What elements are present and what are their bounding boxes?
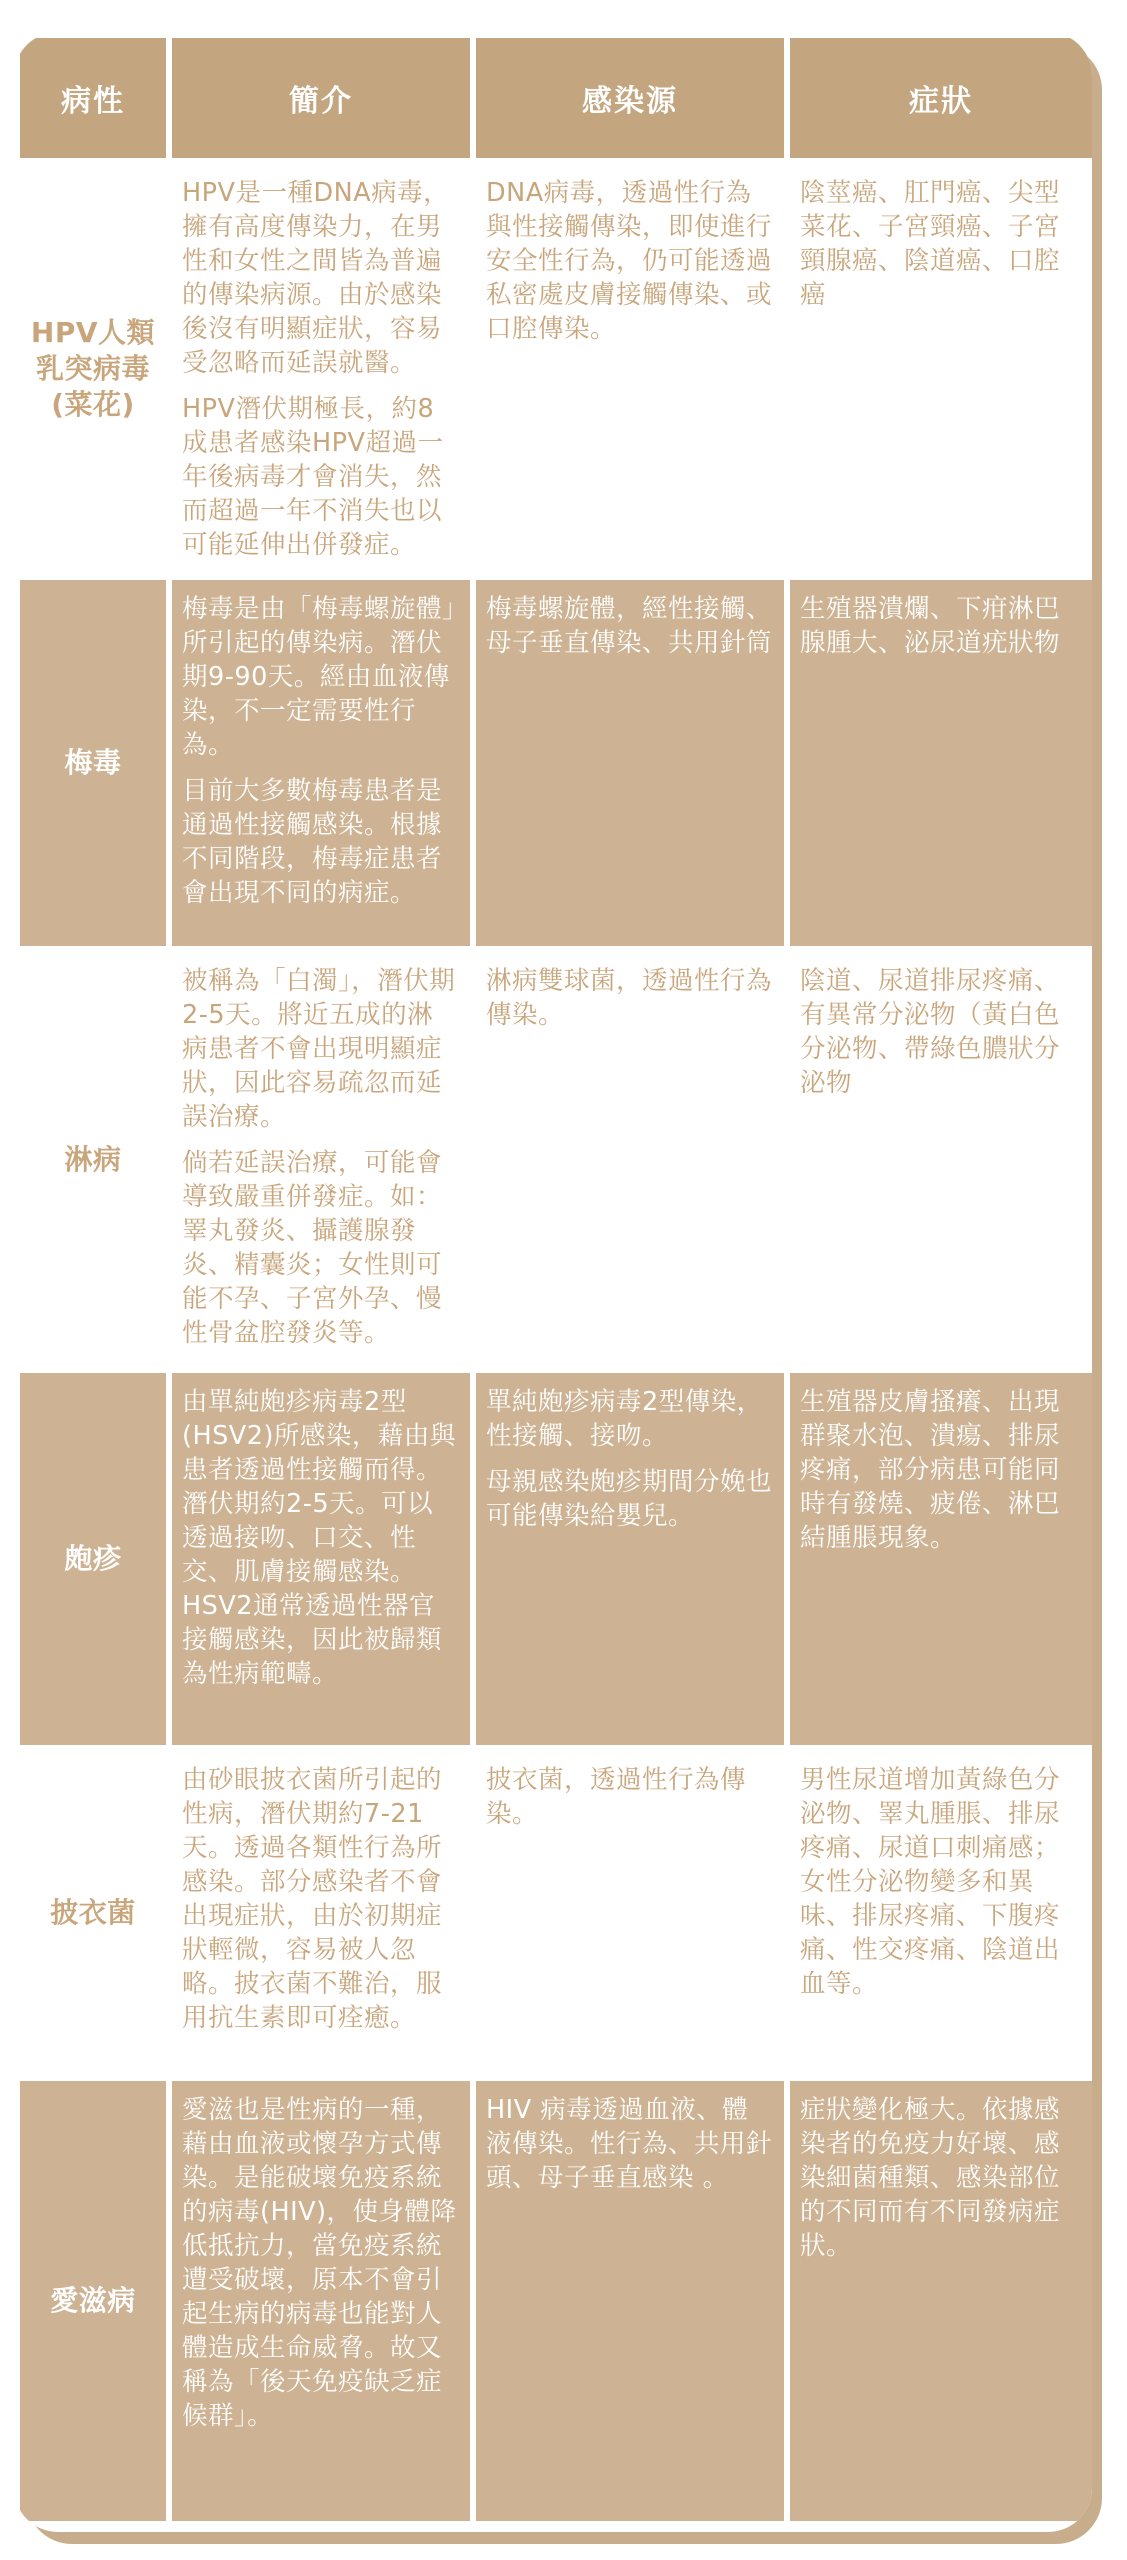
symptoms-paragraph: 症狀變化極大。依據感染者的免疫力好壞、感染細菌種類、感染部位的不同而有不同發病症狀。	[800, 2095, 1061, 2261]
intro-paragraph: HPV是一種DNA病毒，擁有高度傳染力，在男性和女性之間皆為普遍的傳染病源。由於感染後沒有明顯症狀，容易受忽略而延誤就醫。	[182, 178, 450, 378]
disease-name: 披衣菌	[20, 1751, 166, 2075]
symptoms-paragraph: 生殖器皮膚搔癢、出現群聚水泡、潰瘍、排尿疼痛，部分病患可能同時有發燒、疲倦、淋巴結腫脹現象。	[800, 1387, 1061, 1553]
header-intro: 簡介	[172, 38, 470, 158]
source-paragraph: 淋病雙球菌，透過性行為傳染。	[486, 966, 773, 1030]
header-symptoms: 症狀	[790, 38, 1092, 158]
symptoms-cell	[790, 2081, 1092, 2521]
disease-name: 梅毒	[20, 580, 166, 946]
source-paragraph: HIV 病毒透過血液、體液傳染。性行為、共用針頭、母子垂直感染 。	[486, 2095, 773, 2193]
disease-name: 皰疹	[20, 1373, 166, 1745]
table-row	[20, 580, 1092, 946]
symptoms-cell	[790, 1373, 1092, 1745]
header-disease: 病性	[20, 38, 166, 158]
source-cell	[476, 2081, 784, 2521]
intro-paragraph: 被稱為「白濁」，潛伏期2-5天。將近五成的淋病患者不會出現明顯症狀，因此容易疏忽而延誤治療。	[182, 966, 456, 1132]
source-cell	[476, 1751, 784, 2075]
disease-name: 淋病	[20, 952, 166, 1367]
source-cell	[476, 1373, 784, 1745]
disease-name: HPV人類乳突病毒(菜花)	[20, 164, 166, 574]
source-paragraph: 單純皰疹病毒2型傳染，性接觸、接吻。	[486, 1387, 763, 1451]
source-paragraph: 母親感染皰疹期間分娩也可能傳染給嬰兒。	[486, 1467, 773, 1531]
table-row	[20, 952, 1092, 1367]
disease-name: 愛滋病	[20, 2081, 166, 2521]
intro-paragraph: 倘若延誤治療，可能會導致嚴重併發症。如：睪丸發炎、攝護腺發炎、精囊炎；女性則可能不孕、子宮外孕、慢性骨盆腔發炎等。	[182, 1148, 443, 1348]
std-table-card	[14, 32, 1092, 2532]
intro-paragraph: 目前大多數梅毒患者是通過性接觸感染。根據不同階段，梅毒症患者會出現不同的病症。	[182, 776, 443, 908]
std-table	[14, 32, 1092, 2527]
intro-cell	[172, 580, 470, 946]
source-paragraph: 披衣菌，透過性行為傳染。	[486, 1765, 747, 1829]
table-row	[20, 1373, 1092, 1745]
symptoms-paragraph: 男性尿道增加黃綠色分泌物、睪丸腫脹、排尿疼痛、尿道口刺痛感；女性分泌物變多和異味、排尿疼痛、下腹疼痛、性交疼痛、陰道出血等。	[800, 1765, 1061, 1999]
symptoms-cell	[790, 164, 1092, 574]
symptoms-cell	[790, 952, 1092, 1367]
table-row	[20, 2081, 1092, 2521]
intro-paragraph: 梅毒是由「梅毒螺旋體」所引起的傳染病。潛伏期9-90天。經由血液傳染，不一定需要性行為。	[182, 594, 456, 760]
table-row	[20, 1751, 1092, 2075]
source-cell	[476, 952, 784, 1367]
symptoms-paragraph: 陰莖癌、肛門癌、尖型菜花、子宮頸癌、子宮頸腺癌、陰道癌、口腔癌	[800, 178, 1061, 310]
intro-cell	[172, 1373, 470, 1745]
symptoms-paragraph: 陰道、尿道排尿疼痛、有異常分泌物（黃白色分泌物、帶綠色膿狀分泌物	[800, 966, 1061, 1098]
intro-cell	[172, 952, 470, 1367]
symptoms-paragraph: 生殖器潰爛、下疳淋巴腺腫大、泌尿道疣狀物	[800, 594, 1061, 658]
table-row	[20, 164, 1092, 574]
intro-cell	[172, 164, 470, 574]
intro-cell	[172, 1751, 470, 2075]
symptoms-cell	[790, 1751, 1092, 2075]
intro-paragraph: 由單純皰疹病毒2型(HSV2)所感染，藉由與患者透過性接觸而得。潛伏期約2-5天。可以透過接吻、口交、性交、肌膚接觸感染。HSV2通常透過性器官接觸感染，因此被歸類為性病範疇。	[182, 1387, 456, 1689]
source-cell	[476, 164, 784, 574]
source-paragraph: 梅毒螺旋體，經性接觸、母子垂直傳染、共用針筒	[486, 594, 773, 658]
source-paragraph: DNA病毒，透過性行為與性接觸傳染，即使進行安全性行為，仍可能透過私密處皮膚接觸傳染、或口腔傳染。	[486, 178, 773, 344]
header-source: 感染源	[476, 38, 784, 158]
table-header-row	[20, 38, 1092, 158]
intro-cell	[172, 2081, 470, 2521]
source-cell	[476, 580, 784, 946]
intro-paragraph: HPV潛伏期極長，約8成患者感染HPV超過一年後病毒才會消失，然而超過一年不消失也以可能延伸出併發症。	[182, 394, 444, 560]
intro-paragraph: 由砂眼披衣菌所引起的性病，潛伏期約7-21天。透過各類性行為所感染。部分感染者不會出現症狀，由於初期症狀輕微，容易被人忽略。披衣菌不難治，服用抗生素即可痊癒。	[182, 1765, 443, 2033]
symptoms-cell	[790, 580, 1092, 946]
intro-paragraph: 愛滋也是性病的一種，藉由血液或懷孕方式傳染。是能破壞免疫系統的病毒(HIV)，使身體降低抵抗力，當免疫系統遭受破壞，原本不會引起生病的病毒也能對人體造成生命威脅。故又稱為「後天免疫缺乏症候群」。	[182, 2095, 457, 2431]
